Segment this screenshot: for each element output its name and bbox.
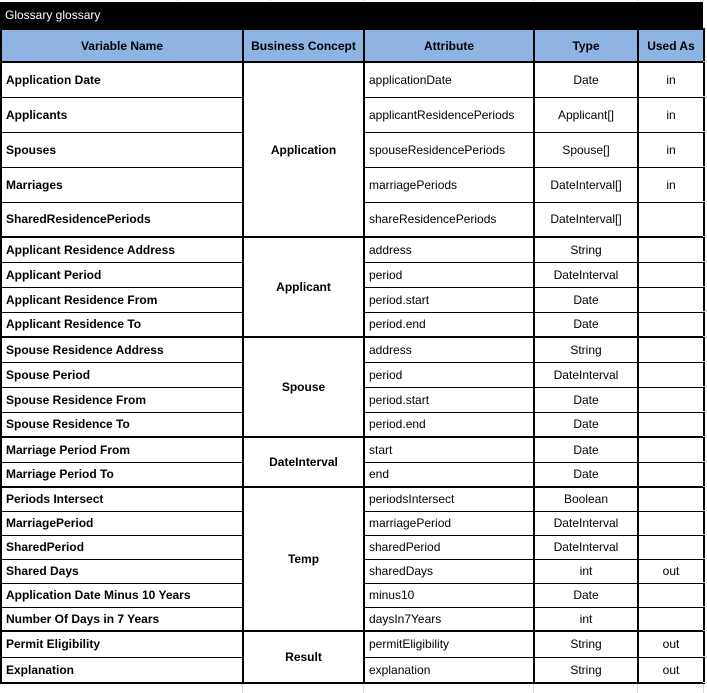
variable-name-cell[interactable]: Marriage Period To — [1, 462, 243, 487]
business-concept-cell[interactable]: Application — [243, 62, 364, 237]
variable-name-cell[interactable]: Spouse Residence To — [1, 412, 243, 437]
type-cell[interactable]: Boolean — [534, 487, 638, 511]
type-cell[interactable]: Date — [534, 62, 638, 97]
type-cell[interactable]: Date — [534, 312, 638, 337]
column-header-variable[interactable]: Variable Name — [1, 29, 243, 62]
type-cell[interactable]: String — [534, 237, 638, 262]
used-as-cell[interactable] — [638, 337, 704, 362]
variable-name-cell[interactable]: Spouse Period — [1, 362, 243, 387]
attribute-cell[interactable]: address — [364, 237, 534, 262]
attribute-cell[interactable]: period.end — [364, 412, 534, 437]
sheet-gridline — [703, 461, 707, 462]
used-as-cell[interactable] — [638, 583, 704, 607]
attribute-cell[interactable]: applicantResidencePeriods — [364, 97, 534, 132]
sheet-gridline — [703, 236, 707, 237]
attribute-cell[interactable]: address — [364, 337, 534, 362]
variable-name-cell[interactable]: Spouses — [1, 132, 243, 167]
type-cell[interactable]: String — [534, 657, 638, 683]
used-as-cell[interactable]: out — [638, 559, 704, 583]
sheet-gridline — [703, 61, 707, 62]
table-row — [1, 437, 704, 462]
used-as-cell[interactable] — [638, 462, 704, 487]
variable-name-cell[interactable]: Number Of Days in 7 Years — [1, 607, 243, 631]
used-as-cell[interactable] — [638, 237, 704, 262]
used-as-cell[interactable] — [638, 487, 704, 511]
used-as-cell[interactable] — [638, 412, 704, 437]
sheet-gridline — [703, 386, 707, 387]
used-as-cell[interactable] — [638, 387, 704, 412]
variable-name-cell[interactable]: Spouse Residence From — [1, 387, 243, 412]
variable-name-cell[interactable]: Marriages — [1, 167, 243, 202]
type-cell[interactable]: Applicant[] — [534, 97, 638, 132]
glossary-title: Glossary glossary — [5, 8, 101, 22]
type-cell[interactable]: Date — [534, 462, 638, 487]
attribute-cell[interactable]: permitEligibility — [364, 631, 534, 657]
variable-name-cell[interactable]: SharedPeriod — [1, 535, 243, 559]
variable-name-cell[interactable]: Application Date Minus 10 Years — [1, 583, 243, 607]
variable-name-cell[interactable]: Application Date — [1, 62, 243, 97]
attribute-cell[interactable]: sharedDays — [364, 559, 534, 583]
sheet-gridline — [177, 0, 178, 2]
variable-name-cell[interactable]: Applicants — [1, 97, 243, 132]
attribute-cell[interactable]: period.start — [364, 387, 534, 412]
sheet-gridline — [703, 361, 707, 362]
type-cell[interactable]: DateInterval[] — [534, 167, 638, 202]
business-concept-cell[interactable]: Applicant — [243, 237, 364, 337]
variable-name-cell[interactable]: Marriage Period From — [1, 437, 243, 462]
type-cell[interactable]: Spouse[] — [534, 132, 638, 167]
sheet-gridline — [703, 336, 707, 337]
attribute-cell[interactable]: period — [364, 362, 534, 387]
used-as-cell[interactable] — [638, 312, 704, 337]
column-header-type[interactable]: Type — [534, 29, 638, 62]
sheet-gridline — [703, 201, 707, 202]
variable-name-cell[interactable]: Permit Eligibility — [1, 631, 243, 657]
business-concept-cell[interactable]: Result — [243, 631, 364, 683]
variable-name-cell[interactable]: Explanation — [1, 657, 243, 683]
type-cell[interactable]: DateInterval — [534, 511, 638, 535]
variable-name-cell[interactable]: Applicant Residence To — [1, 312, 243, 337]
used-as-cell[interactable]: in — [638, 97, 704, 132]
header-row — [1, 29, 704, 62]
sheet-gridline — [703, 606, 707, 607]
sheet-gridline — [637, 0, 638, 2]
used-as-cell[interactable] — [638, 362, 704, 387]
table-row — [1, 337, 704, 362]
sheet-gridline — [703, 558, 707, 559]
sheet-gridline — [703, 510, 707, 511]
used-as-cell[interactable] — [638, 262, 704, 287]
column-header-attribute[interactable]: Attribute — [364, 29, 534, 62]
used-as-cell[interactable] — [638, 202, 704, 237]
table-row — [1, 237, 704, 262]
sheet-gridline — [703, 436, 707, 437]
sheet-gridline — [703, 682, 707, 683]
type-cell[interactable]: String — [534, 337, 638, 362]
attribute-cell[interactable]: marriagePeriod — [364, 511, 534, 535]
used-as-cell[interactable]: in — [638, 132, 704, 167]
type-cell[interactable]: Date — [534, 412, 638, 437]
used-as-cell[interactable]: in — [638, 167, 704, 202]
variable-name-cell[interactable]: Spouse Residence Address — [1, 337, 243, 362]
business-concept-cell[interactable]: DateInterval — [243, 437, 364, 487]
attribute-cell[interactable]: spouseResidencePeriods — [364, 132, 534, 167]
used-as-cell[interactable] — [638, 287, 704, 312]
sheet-gridline — [533, 684, 534, 693]
type-cell[interactable]: DateInterval[] — [534, 202, 638, 237]
table-row — [1, 487, 704, 511]
attribute-cell[interactable]: period.start — [364, 287, 534, 312]
sheet-gridline — [703, 486, 707, 487]
sheet-gridline — [363, 684, 364, 693]
used-as-cell[interactable] — [638, 437, 704, 462]
attribute-cell[interactable]: explanation — [364, 657, 534, 683]
sheet-gridline — [363, 0, 364, 2]
variable-name-cell[interactable]: Applicant Residence From — [1, 287, 243, 312]
sheet-gridline — [703, 582, 707, 583]
sheet-gridline — [270, 0, 271, 2]
sheet-gridline — [703, 261, 707, 262]
variable-name-cell[interactable]: Periods Intersect — [1, 487, 243, 511]
sheet-gridline — [703, 534, 707, 535]
table-row — [1, 62, 704, 97]
sheet-gridline — [703, 166, 707, 167]
type-cell[interactable]: int — [534, 607, 638, 631]
attribute-cell[interactable]: end — [364, 462, 534, 487]
business-concept-cell[interactable]: Temp — [243, 487, 364, 631]
attribute-cell[interactable]: marriagePeriods — [364, 167, 534, 202]
sheet-gridline — [703, 96, 707, 97]
type-cell[interactable]: int — [534, 559, 638, 583]
attribute-cell[interactable]: period.end — [364, 312, 534, 337]
column-header-used_as[interactable]: Used As — [638, 29, 704, 62]
table-body — [1, 62, 704, 683]
column-header-concept[interactable]: Business Concept — [243, 29, 364, 62]
attribute-cell[interactable]: start — [364, 437, 534, 462]
sheet-gridline — [703, 311, 707, 312]
sheet-gridline — [703, 411, 707, 412]
used-as-cell[interactable] — [638, 607, 704, 631]
glossary-title-bar[interactable] — [0, 2, 703, 28]
used-as-cell[interactable] — [638, 535, 704, 559]
variable-name-cell[interactable]: MarriagePeriod — [1, 511, 243, 535]
sheet-gridline — [703, 0, 704, 2]
variable-name-cell[interactable]: Applicant Residence Address — [1, 237, 243, 262]
variable-name-cell[interactable]: SharedResidencePeriods — [1, 202, 243, 237]
sheet-gridline — [533, 0, 534, 2]
glossary-table — [0, 28, 705, 684]
sheet-gridline — [703, 630, 707, 631]
variable-name-cell[interactable]: Applicant Period — [1, 262, 243, 287]
attribute-cell[interactable]: period — [364, 262, 534, 287]
attribute-cell[interactable]: applicationDate — [364, 62, 534, 97]
type-cell[interactable]: DateInterval — [534, 535, 638, 559]
sheet-gridline — [703, 131, 707, 132]
type-cell[interactable]: Date — [534, 387, 638, 412]
used-as-cell[interactable]: out — [638, 657, 704, 683]
sheet-gridline — [637, 684, 638, 693]
attribute-cell[interactable]: periodsIntersect — [364, 487, 534, 511]
sheet-gridline — [703, 656, 707, 657]
sheet-gridline — [703, 684, 704, 693]
attribute-cell[interactable]: sharedPeriod — [364, 535, 534, 559]
type-cell[interactable]: DateInterval — [534, 362, 638, 387]
sheet-gridline — [703, 286, 707, 287]
attribute-cell[interactable]: minus10 — [364, 583, 534, 607]
variable-name-cell[interactable]: Shared Days — [1, 559, 243, 583]
type-cell[interactable]: Date — [534, 583, 638, 607]
used-as-cell[interactable] — [638, 511, 704, 535]
business-concept-cell[interactable]: Spouse — [243, 337, 364, 437]
type-cell[interactable]: Date — [534, 437, 638, 462]
sheet-gridline — [242, 684, 243, 693]
type-cell[interactable]: String — [534, 631, 638, 657]
used-as-cell[interactable]: out — [638, 631, 704, 657]
table-row — [1, 631, 704, 657]
attribute-cell[interactable]: shareResidencePeriods — [364, 202, 534, 237]
type-cell[interactable]: DateInterval — [534, 262, 638, 287]
used-as-cell[interactable]: in — [638, 62, 704, 97]
attribute-cell[interactable]: daysIn7Years — [364, 607, 534, 631]
type-cell[interactable]: Date — [534, 287, 638, 312]
